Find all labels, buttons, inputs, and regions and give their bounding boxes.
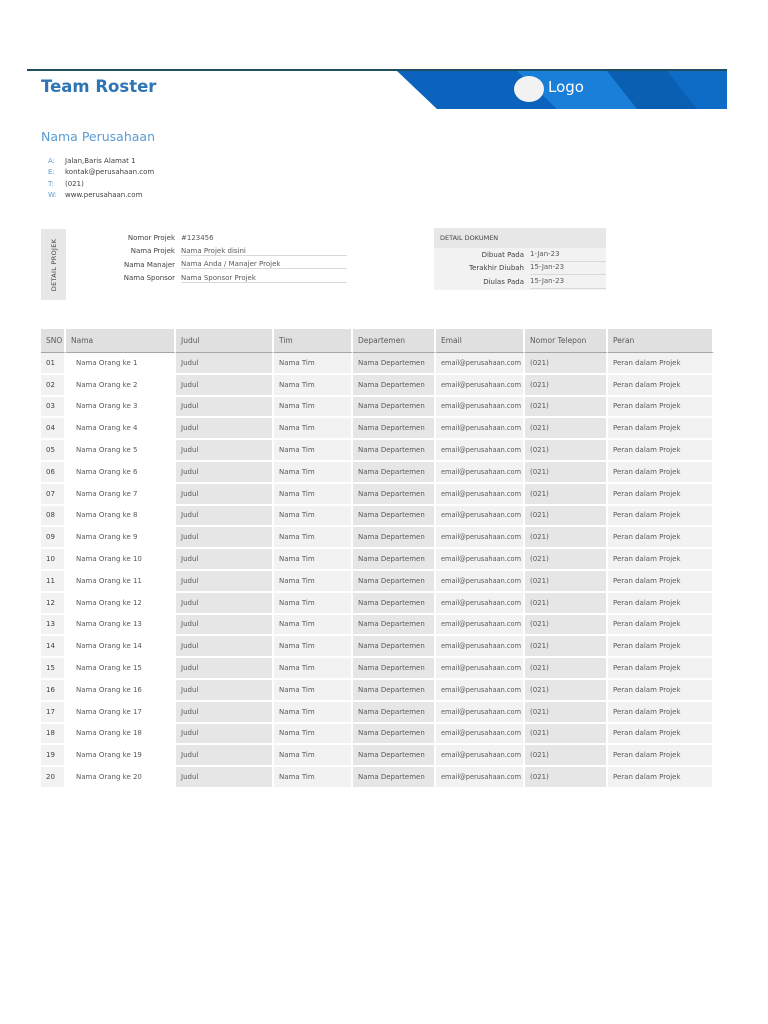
cell-nama: Nama Orang ke 15 xyxy=(66,658,176,680)
cell-departemen: Nama Departemen xyxy=(353,462,436,484)
cell-tim: Nama Tim xyxy=(274,745,353,767)
cell-tim: Nama Tim xyxy=(274,484,353,506)
cell-tim: Nama Tim xyxy=(274,724,353,746)
table-row xyxy=(41,680,714,702)
cell-telepon: (021) xyxy=(525,593,608,615)
cell-departemen: Nama Departemen xyxy=(353,571,436,593)
cell-tim: Nama Tim xyxy=(274,593,353,615)
contact-value: Jalan,Baris Alamat 1 xyxy=(65,157,136,165)
cell-tim: Nama Tim xyxy=(274,636,353,658)
field-value: Nama Sponsor Projek xyxy=(181,274,347,283)
column-header-nama: Nama xyxy=(66,329,176,353)
cell-judul: Judul xyxy=(176,615,274,637)
cell-tim: Nama Tim xyxy=(274,375,353,397)
contact-value: kontak@perusahaan.com xyxy=(65,168,155,177)
field-label: Dibuat Pada xyxy=(481,250,524,259)
cell-telepon: (021) xyxy=(525,702,608,724)
cell-tim: Nama Tim xyxy=(274,506,353,528)
cell-telepon: (021) xyxy=(525,353,608,375)
field-value: #123456 xyxy=(181,233,214,242)
cell-telepon: (021) xyxy=(525,636,608,658)
cell-peran: Peran dalam Projek xyxy=(608,440,714,462)
cell-peran: Peran dalam Projek xyxy=(608,375,714,397)
cell-judul: Judul xyxy=(176,636,274,658)
table-row xyxy=(41,636,714,658)
cell-peran: Peran dalam Projek xyxy=(608,702,714,724)
cell-tim: Nama Tim xyxy=(274,702,353,724)
company-name: Nama Perusahaan xyxy=(41,129,156,144)
cell-peran: Peran dalam Projek xyxy=(608,593,714,615)
cell-sno: 07 xyxy=(41,484,66,506)
cell-telepon: (021) xyxy=(525,375,608,397)
cell-departemen: Nama Departemen xyxy=(353,636,436,658)
table-row xyxy=(41,418,714,440)
table-row xyxy=(41,462,714,484)
cell-judul: Judul xyxy=(176,506,274,528)
cell-email: email@perusahaan.com xyxy=(436,745,525,767)
cell-tim: Nama Tim xyxy=(274,440,353,462)
cell-departemen: Nama Departemen xyxy=(353,767,436,789)
cell-peran: Peran dalam Projek xyxy=(608,571,714,593)
cell-telepon: (021) xyxy=(525,571,608,593)
cell-departemen: Nama Departemen xyxy=(353,745,436,767)
cell-peran: Peran dalam Projek xyxy=(608,506,714,528)
cell-tim: Nama Tim xyxy=(274,418,353,440)
cell-peran: Peran dalam Projek xyxy=(608,658,714,680)
contact-value: www.perusahaan.com xyxy=(65,190,143,199)
table-row xyxy=(41,767,714,789)
cell-nama: Nama Orang ke 12 xyxy=(66,593,176,615)
cell-email: email@perusahaan.com xyxy=(436,462,525,484)
project-field-manager xyxy=(100,258,347,272)
team-roster-table xyxy=(41,329,714,789)
cell-peran: Peran dalam Projek xyxy=(608,549,714,571)
cell-sno: 20 xyxy=(41,767,66,789)
cell-nama: Nama Orang ke 14 xyxy=(66,636,176,658)
cell-nama: Nama Orang ke 20 xyxy=(66,767,176,789)
cell-departemen: Nama Departemen xyxy=(353,440,436,462)
cell-email: email@perusahaan.com xyxy=(436,484,525,506)
cell-sno: 08 xyxy=(41,506,66,528)
cell-judul: Judul xyxy=(176,440,274,462)
cell-nama: Nama Orang ke 6 xyxy=(66,462,176,484)
cell-sno: 17 xyxy=(41,702,66,724)
cell-email: email@perusahaan.com xyxy=(436,397,525,419)
table-row xyxy=(41,593,714,615)
field-label: Nama Sponsor xyxy=(123,274,175,283)
cell-telepon: (021) xyxy=(525,724,608,746)
document-details xyxy=(434,228,606,290)
cell-sno: 06 xyxy=(41,462,66,484)
cell-telepon: (021) xyxy=(525,397,608,419)
project-field-name xyxy=(100,245,347,259)
cell-judul: Judul xyxy=(176,745,274,767)
cell-email: email@perusahaan.com xyxy=(436,680,525,702)
cell-judul: Judul xyxy=(176,724,274,746)
table-row xyxy=(41,571,714,593)
field-value: Nama Projek disini xyxy=(181,247,347,256)
cell-peran: Peran dalam Projek xyxy=(608,680,714,702)
cell-nama: Nama Orang ke 2 xyxy=(66,375,176,397)
cell-email: email@perusahaan.com xyxy=(436,527,525,549)
table-row xyxy=(41,353,714,375)
column-header-peran: Peran xyxy=(608,329,714,353)
logo-label: Logo xyxy=(548,78,584,96)
contact-email xyxy=(48,167,154,178)
cell-sno: 15 xyxy=(41,658,66,680)
cell-judul: Judul xyxy=(176,571,274,593)
cell-telepon: (021) xyxy=(525,506,608,528)
cell-judul: Judul xyxy=(176,418,274,440)
cell-telepon: (021) xyxy=(525,680,608,702)
cell-peran: Peran dalam Projek xyxy=(608,636,714,658)
contact-address xyxy=(48,156,154,167)
cell-email: email@perusahaan.com xyxy=(436,418,525,440)
cell-nama: Nama Orang ke 1 xyxy=(66,353,176,375)
table-body xyxy=(41,353,714,789)
cell-judul: Judul xyxy=(176,484,274,506)
field-label: Nama Manajer xyxy=(123,260,175,269)
table-header-row xyxy=(41,329,714,353)
table-row xyxy=(41,506,714,528)
cell-peran: Peran dalam Projek xyxy=(608,484,714,506)
cell-telepon: (021) xyxy=(525,418,608,440)
cell-tim: Nama Tim xyxy=(274,680,353,702)
cell-sno: 13 xyxy=(41,615,66,637)
cell-sno: 14 xyxy=(41,636,66,658)
cell-judul: Judul xyxy=(176,462,274,484)
project-details xyxy=(100,231,347,285)
table-row xyxy=(41,724,714,746)
cell-sno: 10 xyxy=(41,549,66,571)
cell-email: email@perusahaan.com xyxy=(436,658,525,680)
field-label: Nama Projek xyxy=(130,247,175,256)
cell-tim: Nama Tim xyxy=(274,397,353,419)
cell-email: email@perusahaan.com xyxy=(436,615,525,637)
cell-departemen: Nama Departemen xyxy=(353,484,436,506)
cell-sno: 16 xyxy=(41,680,66,702)
field-value: 15-Jan-23 xyxy=(530,261,606,275)
cell-peran: Peran dalam Projek xyxy=(608,745,714,767)
cell-nama: Nama Orang ke 19 xyxy=(66,745,176,767)
cell-telepon: (021) xyxy=(525,440,608,462)
cell-departemen: Nama Departemen xyxy=(353,549,436,571)
cell-sno: 11 xyxy=(41,571,66,593)
cell-judul: Judul xyxy=(176,767,274,789)
cell-judul: Judul xyxy=(176,353,274,375)
document-field-created xyxy=(434,248,606,262)
cell-sno: 02 xyxy=(41,375,66,397)
cell-nama: Nama Orang ke 5 xyxy=(66,440,176,462)
cell-email: email@perusahaan.com xyxy=(436,506,525,528)
cell-departemen: Nama Departemen xyxy=(353,702,436,724)
table-row xyxy=(41,484,714,506)
cell-tim: Nama Tim xyxy=(274,527,353,549)
cell-nama: Nama Orang ke 18 xyxy=(66,724,176,746)
cell-nama: Nama Orang ke 13 xyxy=(66,615,176,637)
cell-email: email@perusahaan.com xyxy=(436,353,525,375)
field-value: 1-Jan-23 xyxy=(530,248,606,262)
table-row xyxy=(41,702,714,724)
cell-telepon: (021) xyxy=(525,658,608,680)
cell-email: email@perusahaan.com xyxy=(436,375,525,397)
field-label: Diulas Pada xyxy=(483,277,524,286)
column-header-tim: Tim xyxy=(274,329,353,353)
cell-departemen: Nama Departemen xyxy=(353,724,436,746)
field-value: Nama Anda / Manajer Projek xyxy=(181,260,347,269)
field-label: Nomor Projek xyxy=(127,233,175,242)
cell-telepon: (021) xyxy=(525,549,608,571)
cell-tim: Nama Tim xyxy=(274,571,353,593)
side-label-text: DETAIL PROJEK xyxy=(49,238,58,291)
cell-departemen: Nama Departemen xyxy=(353,658,436,680)
cell-departemen: Nama Departemen xyxy=(353,375,436,397)
cell-departemen: Nama Departemen xyxy=(353,418,436,440)
table-row xyxy=(41,658,714,680)
contact-key: W: xyxy=(48,190,57,199)
field-label: Terakhir Diubah xyxy=(468,264,524,273)
cell-sno: 03 xyxy=(41,397,66,419)
document-field-modified xyxy=(434,262,606,276)
cell-departemen: Nama Departemen xyxy=(353,397,436,419)
table-row xyxy=(41,549,714,571)
cell-tim: Nama Tim xyxy=(274,767,353,789)
cell-peran: Peran dalam Projek xyxy=(608,397,714,419)
contact-key: A: xyxy=(48,157,56,165)
page-title: Team Roster xyxy=(41,77,157,96)
cell-departemen: Nama Departemen xyxy=(353,615,436,637)
table-row xyxy=(41,745,714,767)
contact-phone xyxy=(48,179,154,190)
cell-nama: Nama Orang ke 8 xyxy=(66,506,176,528)
cell-peran: Peran dalam Projek xyxy=(608,353,714,375)
cell-departemen: Nama Departemen xyxy=(353,680,436,702)
cell-email: email@perusahaan.com xyxy=(436,549,525,571)
cell-email: email@perusahaan.com xyxy=(436,636,525,658)
cell-sno: 05 xyxy=(41,440,66,462)
cell-telepon: (021) xyxy=(525,615,608,637)
cell-telepon: (021) xyxy=(525,767,608,789)
table-row xyxy=(41,440,714,462)
column-header-telepon: Nomor Telepon xyxy=(525,329,608,353)
cell-tim: Nama Tim xyxy=(274,658,353,680)
cell-judul: Judul xyxy=(176,702,274,724)
cell-departemen: Nama Departemen xyxy=(353,527,436,549)
document-details-heading: DETAIL DOKUMEN xyxy=(434,228,606,248)
table-row xyxy=(41,375,714,397)
cell-judul: Judul xyxy=(176,593,274,615)
column-header-email: Email xyxy=(436,329,525,353)
cell-peran: Peran dalam Projek xyxy=(608,527,714,549)
cell-tim: Nama Tim xyxy=(274,353,353,375)
cell-judul: Judul xyxy=(176,375,274,397)
cell-peran: Peran dalam Projek xyxy=(608,615,714,637)
project-field-sponsor xyxy=(100,272,347,286)
cell-email: email@perusahaan.com xyxy=(436,702,525,724)
table-row xyxy=(41,397,714,419)
cell-nama: Nama Orang ke 7 xyxy=(66,484,176,506)
cell-email: email@perusahaan.com xyxy=(436,767,525,789)
cell-tim: Nama Tim xyxy=(274,462,353,484)
cell-email: email@perusahaan.com xyxy=(436,440,525,462)
cell-nama: Nama Orang ke 4 xyxy=(66,418,176,440)
table-row xyxy=(41,527,714,549)
cell-departemen: Nama Departemen xyxy=(353,506,436,528)
cell-peran: Peran dalam Projek xyxy=(608,462,714,484)
cell-email: email@perusahaan.com xyxy=(436,593,525,615)
cell-judul: Judul xyxy=(176,397,274,419)
cell-telepon: (021) xyxy=(525,745,608,767)
cell-sno: 01 xyxy=(41,353,66,375)
contact-key: E: xyxy=(48,168,55,177)
cell-telepon: (021) xyxy=(525,462,608,484)
cell-sno: 09 xyxy=(41,527,66,549)
cell-judul: Judul xyxy=(176,680,274,702)
cell-email: email@perusahaan.com xyxy=(436,724,525,746)
contact-website xyxy=(48,190,154,201)
cell-sno: 18 xyxy=(41,724,66,746)
cell-nama: Nama Orang ke 3 xyxy=(66,397,176,419)
cell-sno: 12 xyxy=(41,593,66,615)
column-header-sno: SNO xyxy=(41,329,66,353)
cell-nama: Nama Orang ke 16 xyxy=(66,680,176,702)
field-value: 15-Jan-23 xyxy=(530,275,606,289)
cell-nama: Nama Orang ke 17 xyxy=(66,702,176,724)
cell-judul: Judul xyxy=(176,549,274,571)
column-header-departemen: Departemen xyxy=(353,329,436,353)
logo-mark xyxy=(514,76,544,102)
contact-key: T: xyxy=(48,179,54,188)
project-field-number xyxy=(100,231,347,245)
cell-sno: 04 xyxy=(41,418,66,440)
cell-departemen: Nama Departemen xyxy=(353,593,436,615)
cell-judul: Judul xyxy=(176,527,274,549)
cell-telepon: (021) xyxy=(525,484,608,506)
cell-peran: Peran dalam Projek xyxy=(608,418,714,440)
company-contact xyxy=(48,156,154,201)
cell-judul: Judul xyxy=(176,658,274,680)
cell-nama: Nama Orang ke 11 xyxy=(66,571,176,593)
cell-tim: Nama Tim xyxy=(274,615,353,637)
project-detail-side-label xyxy=(41,229,66,300)
cell-nama: Nama Orang ke 10 xyxy=(66,549,176,571)
table-row xyxy=(41,615,714,637)
cell-tim: Nama Tim xyxy=(274,549,353,571)
cell-departemen: Nama Departemen xyxy=(353,353,436,375)
cell-peran: Peran dalam Projek xyxy=(608,767,714,789)
cell-peran: Peran dalam Projek xyxy=(608,724,714,746)
cell-email: email@perusahaan.com xyxy=(436,571,525,593)
document-field-reviewed xyxy=(434,275,606,289)
cell-telepon: (021) xyxy=(525,527,608,549)
column-header-judul: Judul xyxy=(176,329,274,353)
cell-nama: Nama Orang ke 9 xyxy=(66,527,176,549)
cell-sno: 19 xyxy=(41,745,66,767)
contact-value: (021) xyxy=(65,179,84,188)
